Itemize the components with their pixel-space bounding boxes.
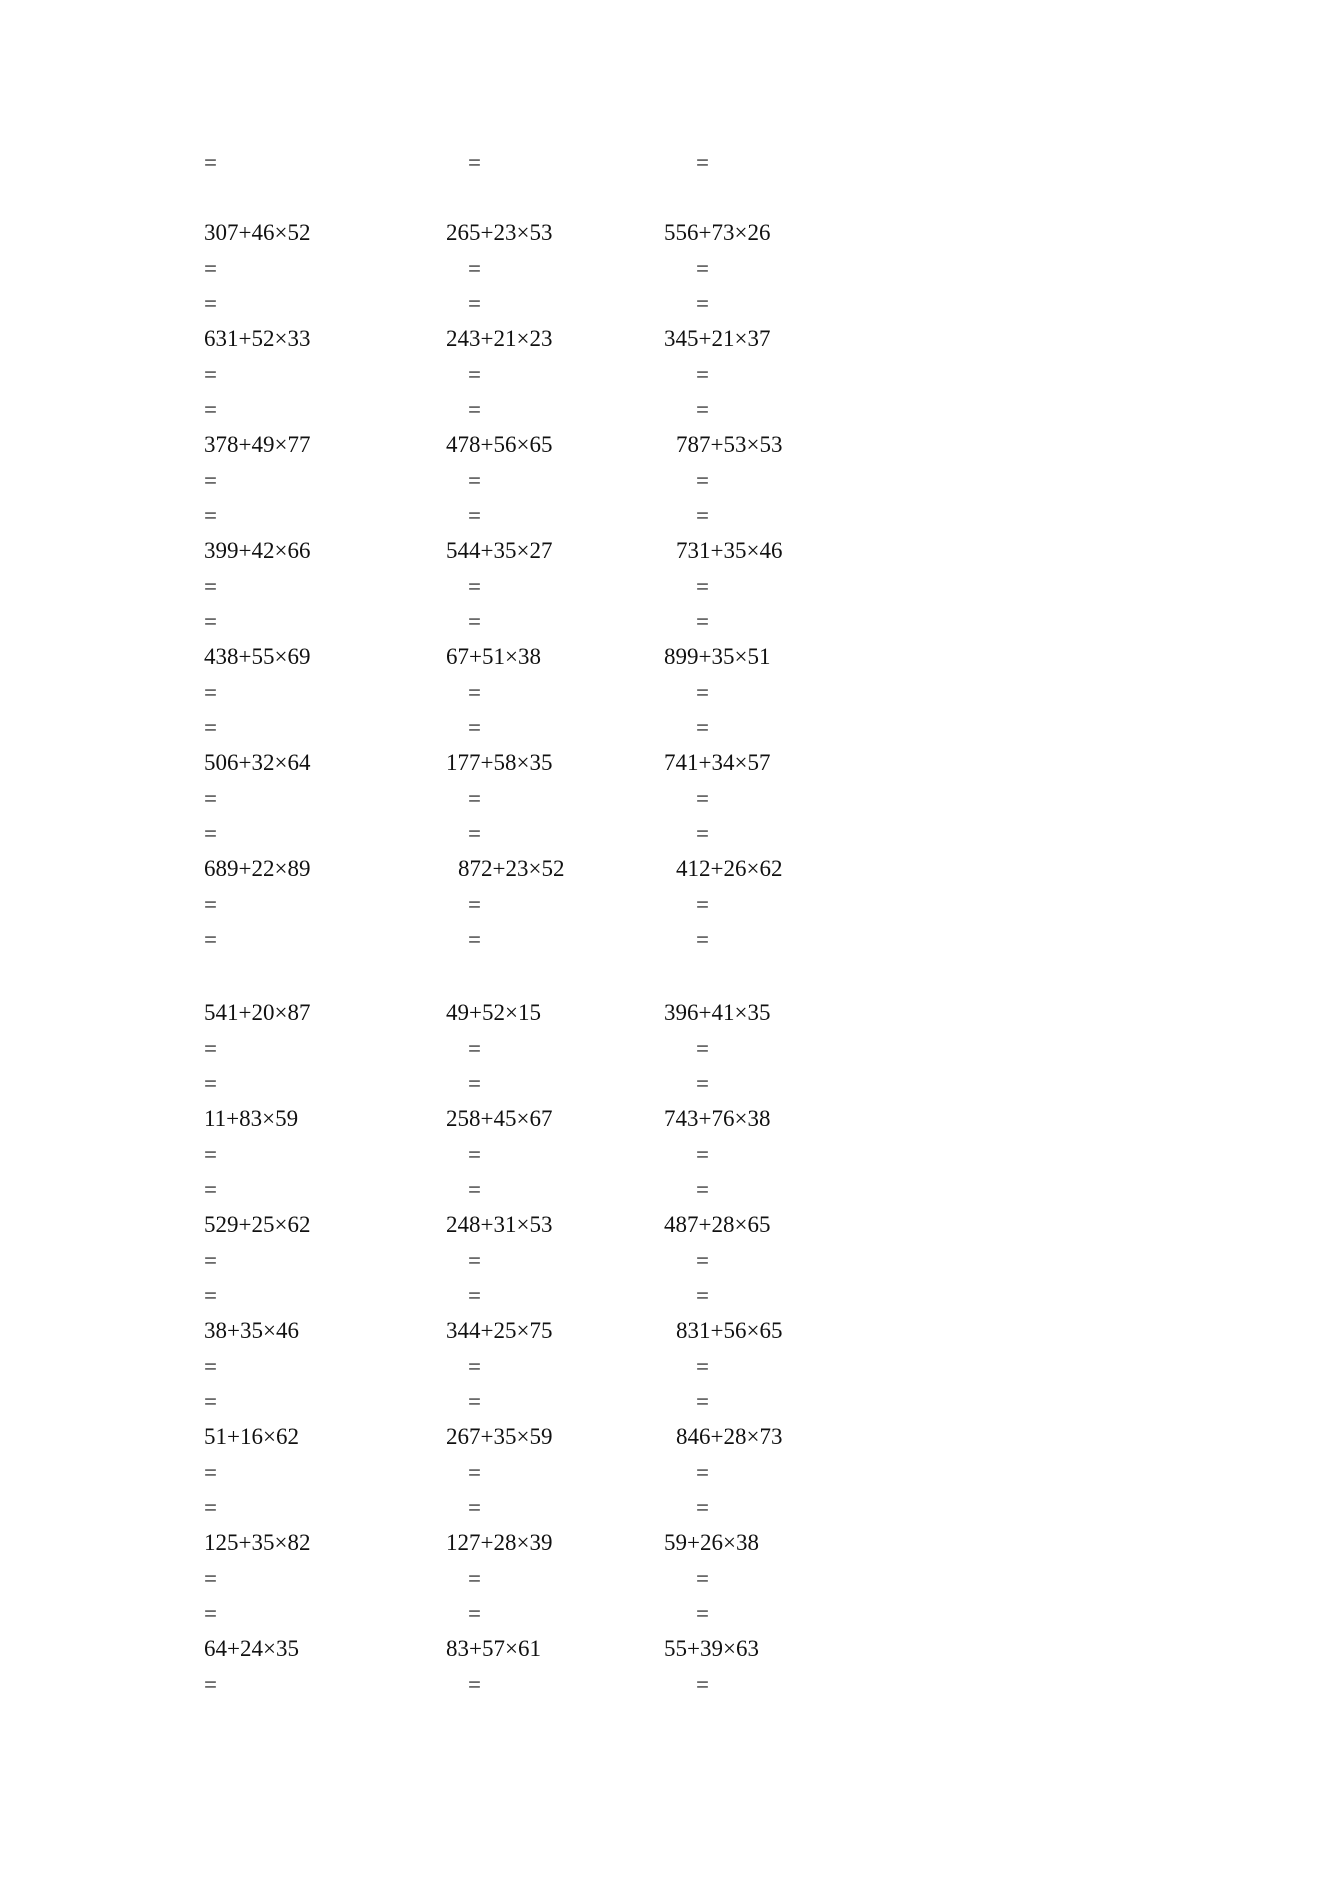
equals-sign: = [204,680,217,705]
equals-sign: = [204,1142,217,1167]
equals-sign: = [468,1177,481,1202]
equals-sign: = [204,1389,217,1414]
problem-expression: 743+76×38 [664,1106,771,1131]
equals-sign: = [204,821,217,846]
equals-sign: = [204,468,217,493]
equals-sign: = [696,468,709,493]
equals-sign: = [468,256,481,281]
equals-sign: = [468,680,481,705]
equals-sign: = [468,1354,481,1379]
equals-sign: = [696,1248,709,1273]
equals-sign: = [468,821,481,846]
equals-sign: = [696,1389,709,1414]
equals-sign: = [468,1283,481,1308]
problem-expression: 731+35×46 [676,538,783,563]
problem-expression: 344+25×75 [446,1318,553,1343]
problem-expression: 125+35×82 [204,1530,311,1555]
equals-sign: = [468,574,481,599]
equals-sign: = [696,362,709,387]
problem-expression: 741+34×57 [664,750,771,775]
equals-sign: = [204,150,217,175]
equals-sign: = [468,1142,481,1167]
equals-sign: = [204,291,217,316]
problem-expression: 243+21×23 [446,326,553,351]
equals-sign: = [696,256,709,281]
equals-sign: = [468,1248,481,1273]
problem-expression: 55+39×63 [664,1636,759,1661]
problem-expression: 544+35×27 [446,538,553,563]
equals-sign: = [468,1071,481,1096]
problem-expression: 248+31×53 [446,1212,553,1237]
problem-expression: 67+51×38 [446,644,541,669]
equals-sign: = [468,150,481,175]
equals-sign: = [696,291,709,316]
equals-sign: = [696,609,709,634]
equals-sign: = [204,1354,217,1379]
equals-sign: = [696,1460,709,1485]
equals-sign: = [468,786,481,811]
equals-sign: = [204,503,217,528]
problem-expression: 399+42×66 [204,538,311,563]
equals-sign: = [204,715,217,740]
equals-sign: = [696,821,709,846]
equals-sign: = [204,1460,217,1485]
equals-sign: = [468,291,481,316]
equals-sign: = [468,1566,481,1591]
problem-expression: 478+56×65 [446,432,553,457]
problem-expression: 689+22×89 [204,856,311,881]
equals-sign: = [204,362,217,387]
equals-sign: = [696,1142,709,1167]
equals-sign: = [204,1601,217,1626]
equals-sign: = [696,503,709,528]
problem-expression: 487+28×65 [664,1212,771,1237]
problem-expression: 345+21×37 [664,326,771,351]
equals-sign: = [696,397,709,422]
equals-sign: = [696,680,709,705]
problem-expression: 787+53×53 [676,432,783,457]
equals-sign: = [696,1495,709,1520]
equals-sign: = [468,397,481,422]
problem-expression: 846+28×73 [676,1424,783,1449]
equals-sign: = [468,468,481,493]
problem-expression: 258+45×67 [446,1106,553,1131]
equals-sign: = [204,1566,217,1591]
equals-sign: = [204,609,217,634]
equals-sign: = [468,1389,481,1414]
equals-sign: = [696,150,709,175]
equals-sign: = [204,1071,217,1096]
equals-sign: = [204,1283,217,1308]
equals-sign: = [696,786,709,811]
problem-expression: 267+35×59 [446,1424,553,1449]
equals-sign: = [468,1601,481,1626]
equals-sign: = [696,1672,709,1697]
problem-expression: 412+26×62 [676,856,783,881]
equals-sign: = [468,362,481,387]
problem-expression: 127+28×39 [446,1530,553,1555]
problem-expression: 541+20×87 [204,1000,311,1025]
equals-sign: = [204,1036,217,1061]
problem-expression: 899+35×51 [664,644,771,669]
problem-expression: 529+25×62 [204,1212,311,1237]
problem-expression: 11+83×59 [204,1106,299,1131]
equals-sign: = [204,256,217,281]
equals-sign: = [468,1672,481,1697]
problem-expression: 64+24×35 [204,1636,299,1661]
problem-expression: 396+41×35 [664,1000,771,1025]
equals-sign: = [468,715,481,740]
problem-expression: 177+58×35 [446,750,553,775]
equals-sign: = [204,1177,217,1202]
problem-expression: 59+26×38 [664,1530,759,1555]
problem-expression: 872+23×52 [458,856,565,881]
problem-expression: 265+23×53 [446,220,553,245]
equals-sign: = [696,927,709,952]
problem-expression: 307+46×52 [204,220,311,245]
equals-sign: = [204,927,217,952]
equals-sign: = [468,609,481,634]
equals-sign: = [696,1566,709,1591]
equals-sign: = [204,1495,217,1520]
equals-sign: = [204,892,217,917]
equals-sign: = [696,574,709,599]
problem-expression: 631+52×33 [204,326,311,351]
equals-sign: = [696,1601,709,1626]
problem-expression: 49+52×15 [446,1000,541,1025]
equals-sign: = [696,1036,709,1061]
equals-sign: = [696,892,709,917]
problem-expression: 83+57×61 [446,1636,541,1661]
equals-sign: = [204,786,217,811]
equals-sign: = [204,397,217,422]
problem-expression: 438+55×69 [204,644,311,669]
equals-sign: = [696,1071,709,1096]
equals-sign: = [696,715,709,740]
equals-sign: = [696,1177,709,1202]
problem-expression: 38+35×46 [204,1318,299,1343]
equals-sign: = [204,1672,217,1697]
problem-expression: 506+32×64 [204,750,311,775]
problem-expression: 51+16×62 [204,1424,299,1449]
equals-sign: = [696,1283,709,1308]
equals-sign: = [204,574,217,599]
problem-expression: 378+49×77 [204,432,311,457]
problem-expression: 831+56×65 [676,1318,783,1343]
problem-expression: 556+73×26 [664,220,771,245]
equals-sign: = [468,503,481,528]
equals-sign: = [468,1036,481,1061]
equals-sign: = [468,1495,481,1520]
equals-sign: = [468,892,481,917]
equals-sign: = [468,1460,481,1485]
equals-sign: = [696,1354,709,1379]
equals-sign: = [204,1248,217,1273]
equals-sign: = [468,927,481,952]
